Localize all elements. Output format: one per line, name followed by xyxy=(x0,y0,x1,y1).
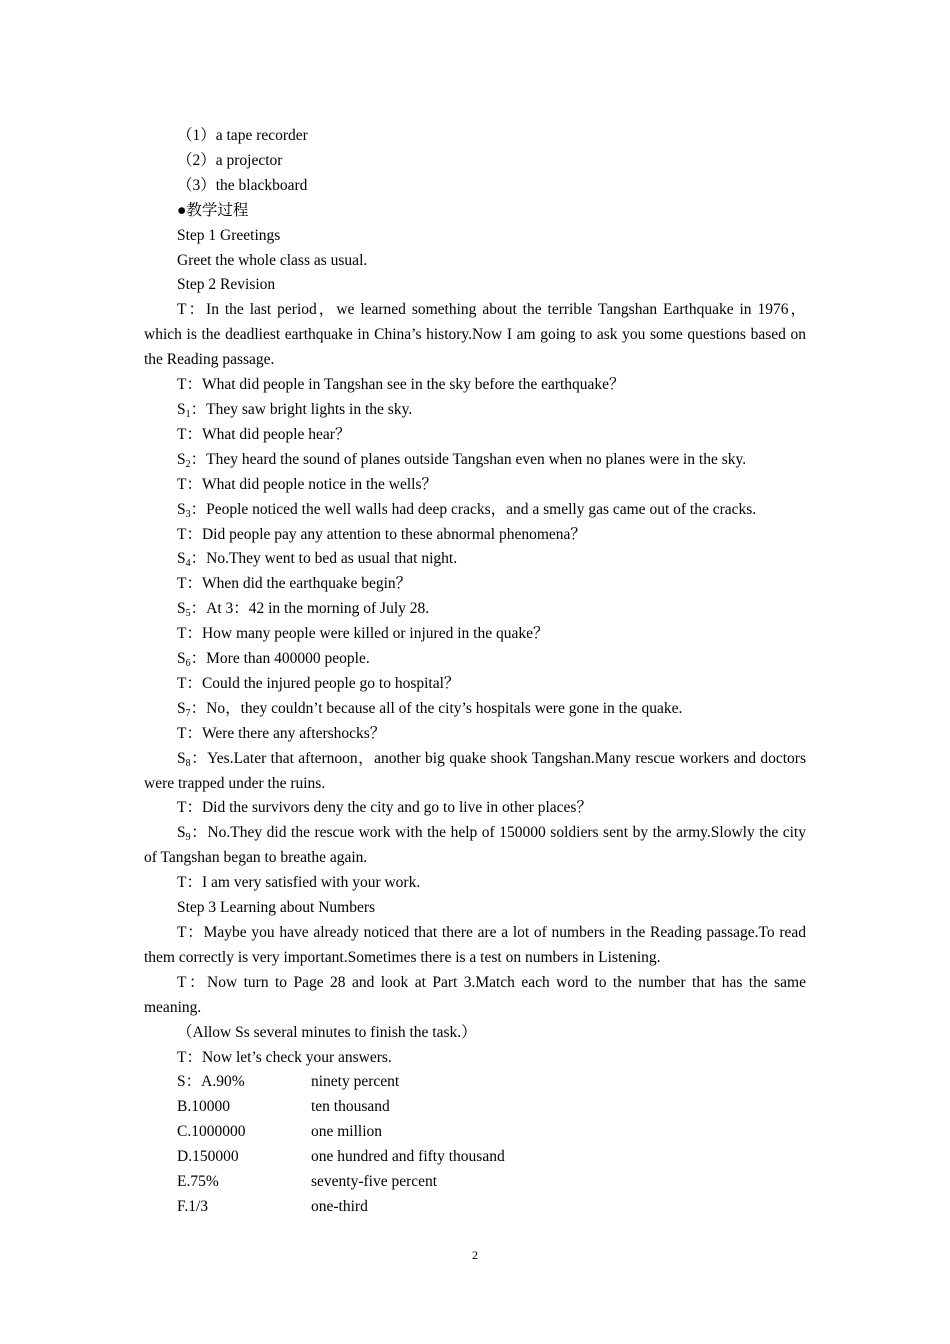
paragraph-text: （1）a tape recorder xyxy=(177,127,308,144)
paragraph xyxy=(144,273,806,298)
speaker-label: S xyxy=(177,500,186,518)
paragraph-text: T：When did the earthquake begin？ xyxy=(177,575,412,593)
answer-row xyxy=(144,1095,806,1120)
answer-words: one million xyxy=(311,1123,383,1141)
answer-number: D.150000 xyxy=(177,1148,239,1166)
paragraph-text: T：Now let’s check your answers. xyxy=(177,1048,392,1066)
paragraph xyxy=(144,722,806,747)
paragraph-text: T：How many people were killed or injured in the quake？ xyxy=(177,625,549,643)
answer-number: E.75% xyxy=(177,1173,219,1191)
paragraph xyxy=(144,622,806,647)
paragraph-text: T：Did the survivors deny the city and go to live in other places？ xyxy=(177,799,592,817)
speaker-label: S xyxy=(177,400,186,418)
paragraph-text: ：No，they couldn’t because all of the city’s hospitals were gone in the quake. xyxy=(190,699,683,717)
paragraph-text: T：What did people notice in the wells？ xyxy=(177,475,437,493)
paragraph-text: T：What did people hear？ xyxy=(177,425,351,443)
paragraph xyxy=(144,597,806,622)
paragraph-text: Step 2 Revision xyxy=(177,276,276,294)
speaker-number: 4 xyxy=(185,558,191,570)
answer-number: B.10000 xyxy=(177,1098,230,1116)
paragraph-text: T：Could the injured people go to hospital？ xyxy=(177,674,460,692)
paragraph-text: T：Now turn to Page 28 and look at Part 3.Match each word to the number that has the same meaning. xyxy=(144,973,806,1016)
paragraph xyxy=(144,224,806,249)
paragraph-text: （2）a projector xyxy=(177,151,283,169)
document-body xyxy=(144,124,806,1220)
answer-row xyxy=(144,1195,806,1220)
paragraph xyxy=(144,547,806,572)
answer-row xyxy=(144,1070,806,1095)
paragraph xyxy=(144,647,806,672)
speaker-label: S xyxy=(177,650,186,668)
paragraph-text: Step 1 Greetings xyxy=(177,226,281,244)
paragraph xyxy=(144,199,806,224)
paragraph xyxy=(144,473,806,498)
paragraph xyxy=(144,896,806,921)
speaker-label: S xyxy=(177,749,186,767)
paragraph-text: T：Did people pay any attention to these abnormal phenomena？ xyxy=(177,525,586,543)
paragraph-text: ：They saw bright lights in the sky. xyxy=(190,400,413,418)
paragraph-text: ：More than 400000 people. xyxy=(190,650,370,668)
answer-words: ninety percent xyxy=(311,1073,400,1091)
paragraph-text: ：People noticed the well walls had deep cracks，and a smelly gas came out of the cracks. xyxy=(190,500,757,518)
paragraph xyxy=(144,448,806,473)
speaker-number: 1 xyxy=(185,408,191,420)
paragraph xyxy=(144,821,806,871)
paragraph xyxy=(144,174,806,199)
answer-number: F.1/3 xyxy=(177,1197,209,1215)
paragraph-text: （3）the blackboard xyxy=(177,176,308,194)
paragraph-text: ：Yes.Later that afternoon，another big quake shook Tangshan.Many rescue workers and doctors were trapped under the ruins. xyxy=(144,749,806,792)
paragraph-text: ●教学过程 xyxy=(177,201,249,219)
paragraph xyxy=(144,149,806,174)
answer-words: one-third xyxy=(311,1197,368,1215)
paragraph-text: ：They heard the sound of planes outside Tangshan even when no planes were in the sky. xyxy=(190,450,747,468)
answer-words: seventy-five percent xyxy=(311,1173,438,1191)
paragraph xyxy=(144,298,806,373)
speaker-label: S xyxy=(177,699,186,717)
paragraph-text: T：Were there any aftershocks？ xyxy=(177,724,386,742)
speaker-label: S xyxy=(177,600,186,618)
paragraph-text: Step 3 Learning about Numbers xyxy=(177,899,376,917)
paragraph xyxy=(144,971,806,1021)
paragraph xyxy=(144,572,806,597)
paragraph-text: T：What did people in Tangshan see in the sky before the earthquake？ xyxy=(177,376,625,394)
paragraph xyxy=(144,697,806,722)
paragraph-text: Greet the whole class as usual. xyxy=(177,251,368,269)
paragraph-text: T：I am very satisfied with your work. xyxy=(177,874,421,892)
page-number: 2 xyxy=(472,1248,478,1262)
speaker-number: 7 xyxy=(185,707,191,719)
answer-row xyxy=(144,1170,806,1195)
paragraph-text: （Allow Ss several minutes to finish the task.） xyxy=(177,1023,477,1041)
paragraph-text: ：No.They went to bed as usual that night. xyxy=(190,550,458,568)
paragraph xyxy=(144,249,806,274)
paragraph xyxy=(144,747,806,797)
answer-table xyxy=(144,1070,806,1219)
paragraph-text: ：At 3：42 in the morning of July 28. xyxy=(190,600,430,618)
answer-row xyxy=(144,1120,806,1145)
speaker-number: 5 xyxy=(185,608,191,620)
speaker-label: S xyxy=(177,450,186,468)
paragraph xyxy=(144,921,806,971)
speaker-label: S xyxy=(177,550,186,568)
paragraph xyxy=(144,373,806,398)
paragraph xyxy=(144,398,806,423)
answer-row xyxy=(144,1145,806,1170)
paragraph xyxy=(144,423,806,448)
answer-words: ten thousand xyxy=(311,1098,390,1116)
answer-words: one hundred and fifty thousand xyxy=(311,1148,505,1166)
speaker-number: 6 xyxy=(185,658,191,670)
paragraph-text: T：Maybe you have already noticed that there are a lot of numbers in the Reading passage.To read them correctly is very important.Sometimes there is a test on numbers in Listening. xyxy=(144,924,806,966)
paragraph-list xyxy=(144,124,806,1070)
speaker-number: 9 xyxy=(185,832,191,844)
paragraph xyxy=(144,523,806,548)
paragraph xyxy=(144,124,806,149)
paragraph xyxy=(144,871,806,896)
answer-number: C.1000000 xyxy=(177,1123,246,1141)
paragraph xyxy=(144,796,806,821)
paragraph xyxy=(144,498,806,523)
speaker-number: 3 xyxy=(185,508,191,520)
speaker-number: 8 xyxy=(185,757,191,769)
answer-number: S：A.90% xyxy=(177,1073,245,1091)
speaker-number: 2 xyxy=(185,458,191,470)
paragraph-text: T：In the last period，we learned something about the terrible Tangshan Earthquake in 1976，which is the deadliest earthquake in China’s history.Now I am going to ask you some questions based on the Reading passage. xyxy=(144,301,806,369)
paragraph-text: ：No.They did the rescue work with the help of 150000 soldiers sent by the army.Slowly the city of Tangshan began to breathe again. xyxy=(144,824,806,867)
speaker-label: S xyxy=(177,824,186,842)
paragraph xyxy=(144,1021,806,1046)
paragraph xyxy=(144,672,806,697)
paragraph xyxy=(144,1046,806,1071)
